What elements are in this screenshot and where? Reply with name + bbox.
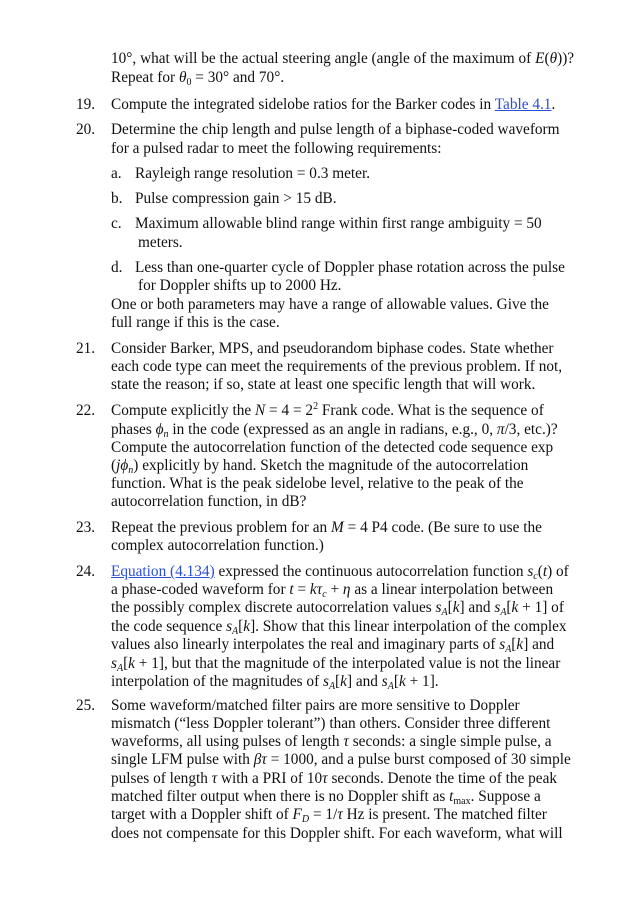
equation-4-134-link[interactable]: Equation (4.134) [111, 563, 215, 580]
problem-number: 20. [76, 121, 96, 138]
text-line: Some waveform/matched filter pairs are more sensitive to Doppler [111, 697, 520, 714]
text-line: phases $\phi_n$ in the code (expressed as an angle in radians, e.g., 0, π/3, etc.)? [111, 421, 558, 440]
text-line: a phase-coded waveform for $t = k\tau_c + \eta$ as a linear interpolation between [111, 581, 554, 600]
text-line: One or both parameters may have a range of allowable values. Give the [111, 296, 549, 313]
item-marker: b. [111, 190, 123, 207]
text-line: Equation (4.134) expressed the continuous autocorrelation function $s_c(t)$ of [111, 563, 569, 582]
text-line: Repeat for $\theta_0 = 30^\circ$ and 70°. [111, 69, 285, 88]
item-marker: d. [111, 259, 123, 276]
text-line: the code sequence $s_A[k]$. Show that this linear interpolation of the complex [111, 618, 567, 637]
text-line: matched filter output when there is no Doppler shift as $t_{max}$. Suppose a [111, 788, 541, 807]
text-line: does not compensate for this Doppler shift. For each waveform, what will [111, 825, 563, 842]
text-line: complex autocorrelation function.) [111, 537, 324, 554]
item-text: Rayleigh range resolution = 0.3 meter. [135, 165, 371, 182]
text-line: the possibly complex discrete autocorrelation values $s_A[k]$ and $s_A[k + 1]$ of [111, 599, 564, 618]
item-text: Less than one-quarter cycle of Doppler phase rotation across the pulse [135, 259, 565, 276]
text-line: values also linearly interpolates the real and imaginary parts of $s_A[k]$ and [111, 636, 555, 655]
problem-number: 23. [76, 519, 96, 536]
problem-number: 19. [76, 96, 96, 113]
problem-number: 21. [76, 340, 96, 357]
item-marker: a. [111, 165, 122, 182]
text-line: each code type can meet the requirements of the previous problem. If not, [111, 358, 563, 375]
text-line: Compute the autocorrelation function of the detected code sequence exp [111, 439, 554, 456]
text-line: for a pulsed radar to meet the following requirements: [111, 140, 442, 157]
text-line: target with a Doppler shift of $F_D = 1/\tau$ Hz is present. The matched filter [111, 806, 547, 825]
problem-number: 25. [76, 697, 96, 714]
text-line: Compute the integrated sidelobe ratios for the Barker codes in Table 4.1. [111, 96, 556, 113]
text-line: pulses of length τ with a PRI of 10τ seconds. Denote the time of the peak [111, 770, 558, 787]
text-line: autocorrelation function, in dB? [111, 493, 307, 510]
text-line: interpolation of the magnitudes of $s_A[k]$ and $s_A[k + 1]$. [111, 673, 439, 692]
text-line: mismatch (“less Doppler tolerant”) than others. Consider three different [111, 715, 551, 732]
item-text: for Doppler shifts up to 2000 Hz. [138, 277, 342, 294]
item-text: Maximum allowable blind range within first range ambiguity = 50 [135, 215, 542, 232]
text-line: state the reason; if so, state at least one specific length that will work. [111, 376, 536, 393]
text-line: Compute explicitly the $N = 4 = 2^2$ Frank code. What is the sequence of [111, 401, 544, 419]
text-line: $s_A[k + 1]$, but that the magnitude of the interpolated value is not the linear [111, 655, 561, 674]
text-line: Repeat the previous problem for an M = 4 P4 code. (Be sure to use the [111, 519, 542, 536]
text-line: single LFM pulse with βτ = 1000, and a pulse burst composed of 30 simple [111, 751, 571, 768]
item-text: meters. [138, 234, 183, 251]
item-text: Pulse compression gain > 15 dB. [135, 190, 337, 207]
text-line: Consider Barker, MPS, and pseudorandom biphase codes. State whether [111, 340, 554, 357]
text-line: waveforms, all using pulses of length τ seconds: a single simple pulse, a [111, 733, 552, 750]
text-line: $(j\phi_n)$ explicitly by hand. Sketch the magnitude of the autocorrelation [111, 457, 529, 476]
text-line: 10°, what will be the actual steering angle (angle of the maximum of E(θ))? [111, 50, 575, 67]
problem-number: 22. [76, 402, 96, 419]
text-line: Determine the chip length and pulse length of a biphase-coded waveform [111, 121, 560, 138]
problem-number: 24. [76, 563, 96, 580]
table-4-1-link[interactable]: Table 4.1 [494, 96, 552, 113]
text-line: full range if this is the case. [111, 314, 280, 331]
text-line: function. What is the peak sidelobe level, relative to the peak of the [111, 475, 524, 492]
item-marker: c. [111, 215, 122, 232]
